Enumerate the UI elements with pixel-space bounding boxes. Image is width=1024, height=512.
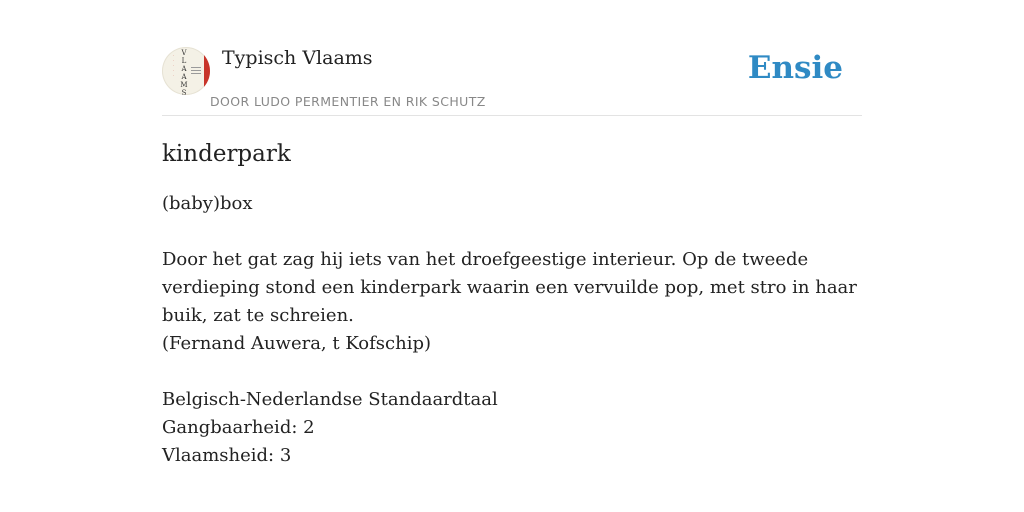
entry-example-source: (Fernand Auwera, t Kofschip) [162,333,432,354]
cover-red-letters: · · · · · [173,53,175,78]
entry-content [162,138,864,470]
cover-title-letters: V L A A M S [180,49,188,95]
gangbaarheid-rating: Gangbaarheid: 2 [162,417,315,438]
entry-meta [162,386,864,470]
book-cover-image[interactable] [162,47,210,95]
entry-definition: (baby)box [162,193,253,214]
book-authors: DOOR LUDO PERMENTIER EN RIK SCHUTZ [210,94,486,109]
entry-term: kinderpark [162,141,291,167]
cover-small-text [191,67,201,76]
book-title-link[interactable]: Typisch Vlaams [222,47,373,69]
cover-red-strip [204,47,210,95]
ensie-logo-link[interactable]: Ensie [747,50,843,86]
language-variant: Belgisch-Nederlandse Standaardtaal [162,389,498,410]
entry-example: Door het gat zag hij iets van het droefgeestige interieur. Op de tweede verdieping stond een kinderpark waarin een vervuilde pop, met stro in haar buik, zat te schreien. [162,249,857,326]
vlaamsheid-rating: Vlaamsheid: 3 [162,445,292,466]
source-header [162,44,862,116]
